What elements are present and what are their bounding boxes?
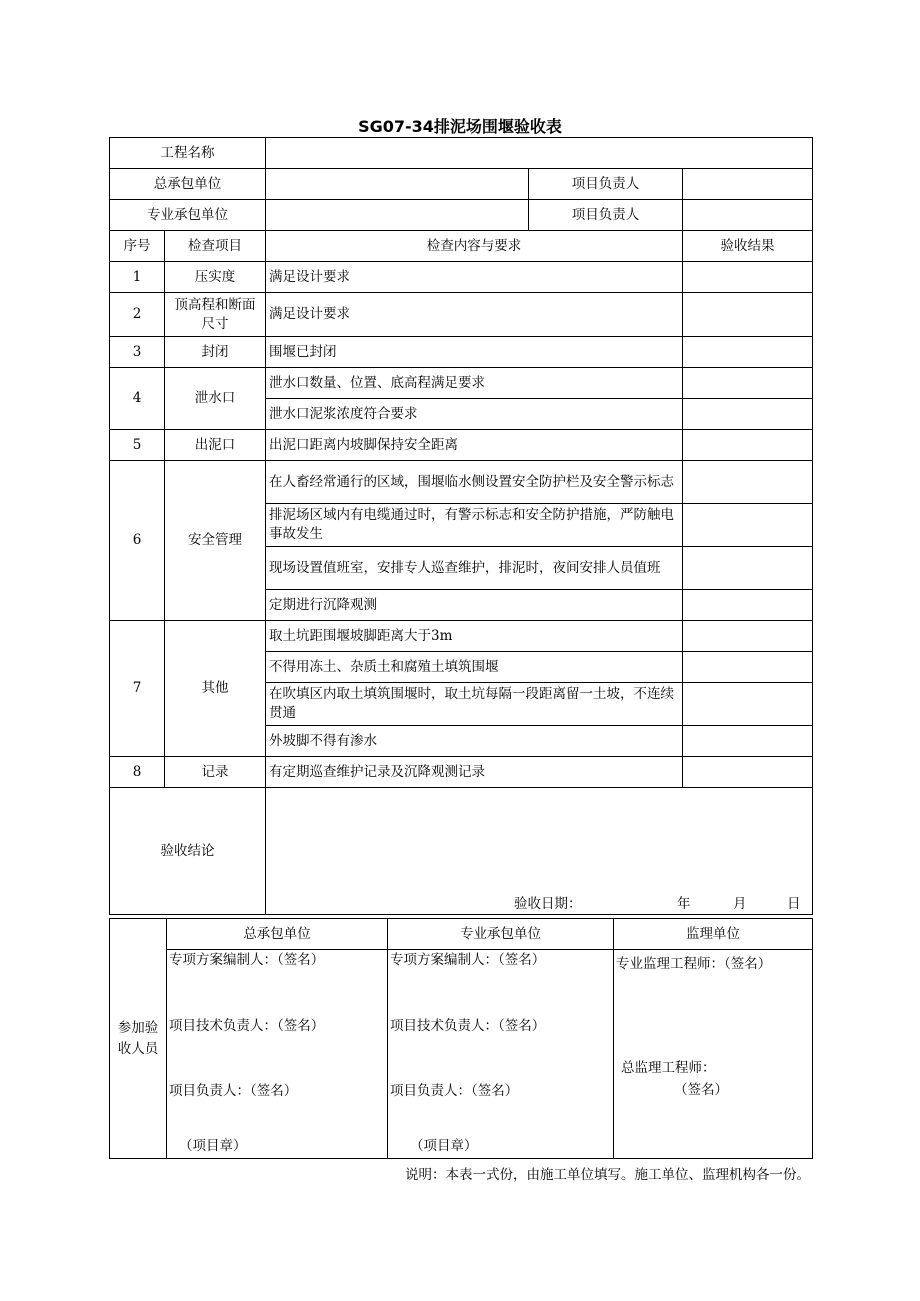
form-title: SG07-34排泥场围堰验收表 <box>358 117 562 136</box>
subcontractor-label: 专业承包单位 <box>110 200 266 231</box>
table-row <box>110 368 813 399</box>
result-cell[interactable] <box>683 399 813 430</box>
general-contractor-field[interactable] <box>266 169 529 200</box>
row-item: 封闭 <box>165 337 266 368</box>
row-requirement: 有定期巡查维护记录及沉降观测记录 <box>266 757 683 788</box>
result-cell[interactable] <box>683 461 813 504</box>
row-no: 6 <box>110 461 165 621</box>
day-label: 日 <box>787 896 801 912</box>
sub-seal: （项目章） <box>410 1138 478 1154</box>
result-cell[interactable] <box>683 430 813 461</box>
sub-signatures[interactable] <box>388 950 614 1159</box>
row-item: 泄水口 <box>165 368 266 430</box>
row-requirement: 在吹填区内取土填筑围堰时，取土坑每隔一段距离留一土坡，不连续贯通 <box>266 683 683 726</box>
row-no: 1 <box>110 262 165 293</box>
year-label: 年 <box>677 896 691 912</box>
general-contractor-label: 总承包单位 <box>110 169 266 200</box>
row-requirement: 围堰已封闭 <box>266 337 683 368</box>
table-row <box>110 293 813 337</box>
gc-seal: （项目章） <box>179 1138 247 1154</box>
gc-tech-lead: 项目技术负责人：（签名） <box>169 1018 325 1034</box>
row-requirement: 满足设计要求 <box>266 262 683 293</box>
month-label: 月 <box>733 896 747 912</box>
date-label: 验收日期： <box>514 896 582 912</box>
result-cell[interactable] <box>683 547 813 590</box>
result-cell[interactable] <box>683 293 813 337</box>
inspection-table <box>109 137 813 915</box>
result-cell[interactable] <box>683 337 813 368</box>
result-cell[interactable] <box>683 262 813 293</box>
sub-manager-field[interactable] <box>683 200 813 231</box>
result-cell[interactable] <box>683 621 813 652</box>
row-requirement: 外坡脚不得有渗水 <box>266 726 683 757</box>
result-cell[interactable] <box>683 683 813 726</box>
row-requirement: 取土坑距围堰坡脚距离大于3m <box>266 621 683 652</box>
row-no: 7 <box>110 621 165 757</box>
result-cell[interactable] <box>683 757 813 788</box>
table-row <box>110 757 813 788</box>
chief-supervisor: 总监理工程师： <box>621 1060 716 1076</box>
sub-manager: 项目负责人：（签名） <box>390 1083 519 1099</box>
row-no: 4 <box>110 368 165 430</box>
result-cell[interactable] <box>683 590 813 621</box>
sub-tech-lead: 项目技术负责人：（签名） <box>390 1018 546 1034</box>
participants-table <box>109 918 813 1159</box>
row-requirement: 在人畜经常通行的区域，围堰临水侧设置安全防护栏及安全警示标志 <box>266 461 683 504</box>
result-cell[interactable] <box>683 504 813 547</box>
col-no-header: 序号 <box>110 231 165 262</box>
gc-signatures[interactable] <box>167 950 388 1159</box>
row-requirement: 出泥口距离内坡脚保持安全距离 <box>266 430 683 461</box>
row-no: 2 <box>110 293 165 337</box>
result-cell[interactable] <box>683 726 813 757</box>
result-cell[interactable] <box>683 652 813 683</box>
row-item: 安全管理 <box>165 461 266 621</box>
result-cell[interactable] <box>683 368 813 399</box>
row-item: 压实度 <box>165 262 266 293</box>
row-requirement: 定期进行沉降观测 <box>266 590 683 621</box>
row-requirement: 泄水口泥浆浓度符合要求 <box>266 399 683 430</box>
supervisor-signatures[interactable] <box>614 950 813 1159</box>
row-item: 其他 <box>165 621 266 757</box>
row-item: 顶高程和断面尺寸 <box>165 293 266 337</box>
col-content-header: 检查内容与要求 <box>266 231 683 262</box>
subcontractor-field[interactable] <box>266 200 529 231</box>
gc-manager-label: 项目负责人 <box>529 169 683 200</box>
row-requirement: 泄水口数量、位置、底高程满足要求 <box>266 368 683 399</box>
col-result-header: 验收结果 <box>683 231 813 262</box>
gc-manager: 项目负责人：（签名） <box>169 1083 298 1099</box>
sub-plan-author: 专项方案编制人：（签名） <box>390 952 546 968</box>
row-item: 出泥口 <box>165 430 266 461</box>
participants-label: 参加验收人员 <box>110 919 167 1159</box>
supervisor-column-title: 监理单位 <box>614 919 813 950</box>
row-no: 3 <box>110 337 165 368</box>
conclusion-label: 验收结论 <box>110 788 266 915</box>
sub-column-title: 专业承包单位 <box>388 919 614 950</box>
project-name-label: 工程名称 <box>110 138 266 169</box>
acceptance-date <box>266 894 812 912</box>
footnote: 说明：本表一式份，由施工单位填写。施工单位、监理机构各一份。 <box>405 1167 810 1183</box>
row-requirement: 满足设计要求 <box>266 293 683 337</box>
row-requirement: 排泥场区域内有电缆通过时，有警示标志和安全防护措施，严防触电事故发生 <box>266 504 683 547</box>
table-row <box>110 337 813 368</box>
col-item-header: 检查项目 <box>165 231 266 262</box>
table-row <box>110 461 813 504</box>
row-requirement: 现场设置值班室，安排专人巡查维护，排泥时，夜间安排人员值班 <box>266 547 683 590</box>
conclusion-field[interactable] <box>266 788 813 915</box>
row-item: 记录 <box>165 757 266 788</box>
table-row <box>110 430 813 461</box>
table-row <box>110 262 813 293</box>
supervisor-engineer: 专业监理工程师：（签名） <box>616 956 772 972</box>
chief-supervisor-sign: （签名） <box>674 1082 728 1098</box>
project-name-field[interactable] <box>266 138 813 169</box>
row-no: 5 <box>110 430 165 461</box>
gc-manager-field[interactable] <box>683 169 813 200</box>
gc-column-title: 总承包单位 <box>167 919 388 950</box>
gc-plan-author: 专项方案编制人：（签名） <box>169 952 325 968</box>
row-requirement: 不得用冻土、杂质土和腐殖土填筑围堰 <box>266 652 683 683</box>
table-row <box>110 621 813 652</box>
row-no: 8 <box>110 757 165 788</box>
sub-manager-label: 项目负责人 <box>529 200 683 231</box>
